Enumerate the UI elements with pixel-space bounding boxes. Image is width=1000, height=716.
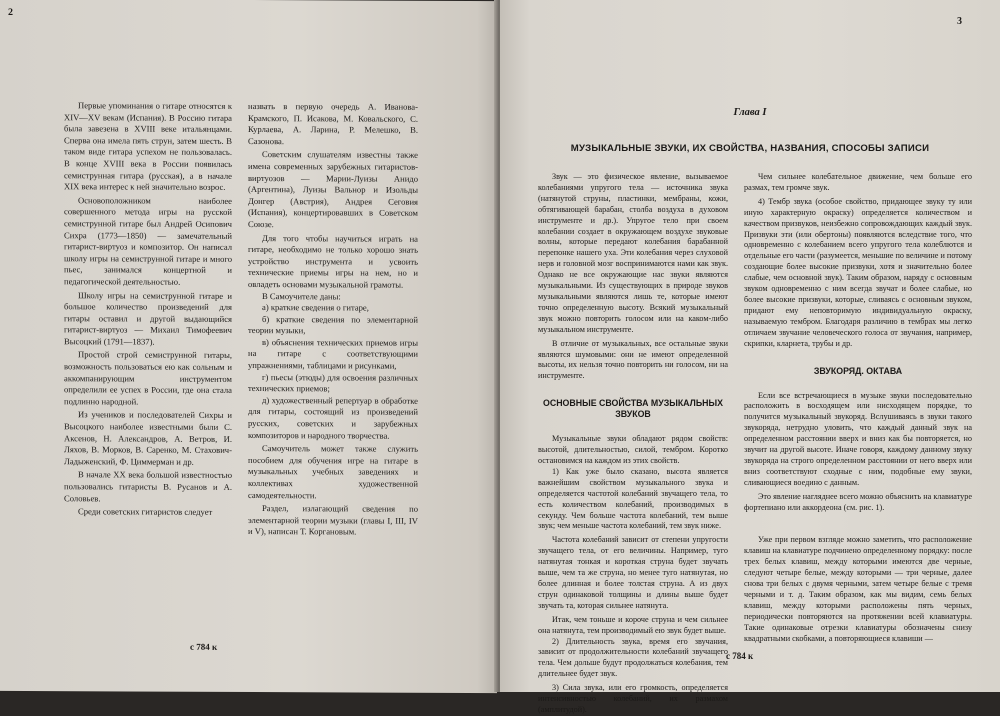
paragraph: Простой строй семиструнной гитары, возможность пользоваться ею как сольным и аккомпанирующим инструментом определили ее успех в России, где она стала подлинно народной. — [64, 349, 232, 407]
paragraph: Чем сильнее колебательное движение, чем больше его размах, тем громче звук. — [744, 172, 972, 192]
paragraph: Для того чтобы научиться играть на гитаре, необходимо не только хорошо знать устройство инструмента и усвоить технические приемы игры на нем, но и овладеть основами музыкальной грамоты. — [248, 232, 418, 290]
paragraph: Из учеников и последователей Сихры и Высоцкого наиболее известными были С. Аксенов, Н. Александров, А. Ветров, И. Ляхов, В. Морков, В. Саренко, М. Стахович-Ладыженский, Ф. Циммерман и др. — [64, 409, 232, 467]
paragraph: Среди советских гитаристов следует — [78, 506, 213, 518]
paragraph: 3) Сила звука, или его громкость, определяется интенсивностью колебаний, их размахом (амплитудой). — [538, 683, 728, 714]
paragraph: 4) Тембр звука (особое свойство, придающее звуку ту или иную характерную окраску) определяется количеством и качеством призвуков, неизбежно сопровождающих каждый звук. Призвуки эти (или обертоны) появляются вследствие того, что одновременно с колебанием всего упругого тела колеблются и отдельные его части (разумеется, меньшие по величине и потому создающие более высокие призвуки, хотя и значительно более слабые, чем основной звук). Таким образом, наряду с основным звуком одновременно с ним всегда звучат и более слабые, но более высокие призвуки, которые, сливаясь с основным звуком, придают ему неповторимую индивидуальную окраску, называемую тембром. Благодаря различию в тембрах мы легко отличаем звучание человеческого голоса от звучания, например, скрипки, кларнета, трубы и др. — [744, 196, 972, 348]
paragraph: Это явление нагляднее всего можно объяснить на клавиатуре фортепиано или аккордеона (см. рис. 1). — [744, 491, 972, 512]
list-item: г) пьесы (этюды) для освоения различных технических приемов; — [248, 371, 418, 394]
paragraph: Школу игры на семиструнной гитаре и большое количество произведений для гитары оставил и другой выдающийся гитарист-виртуоз — Михаил Тимофеевич Высоцкий (1791—1837). — [64, 289, 232, 347]
right-page-number: 3 — [957, 16, 962, 27]
paragraph: Советским слушателям известны также имена современных зарубежных гитаристов-виртуозов — Марии-Луизы Анидо (Аргентина), Луизы Вальнор и Изольды Донгер (Австрия), Андрея Сеговия (Испания), концертировавших в Советском Союзе. — [248, 149, 418, 230]
chapter-title: МУЗЫКАЛЬНЫЕ ЗВУКИ, ИХ СВОЙСТВА, НАЗВАНИЯ, СПОСОБЫ ЗАПИСИ — [570, 143, 930, 154]
left-page-column-1 — [64, 100, 232, 519]
paragraph: 1) Как уже было сказано, высота является важнейшим свойством музыкального звука и определяется частотой колебаний звучащего тела, то есть количеством колебаний, производимых в секунду. Чем больше частота колебаний, тем выше звук; чем меньше частота колебаний, тем звук ниже. — [538, 466, 728, 531]
paragraph: Частота колебаний зависит от степени упругости звучащего тела, от его величины. Например, туго натянутая тонкая и короткая струна будет звучать выше, чем та же струна, но менее туго натянутая, но более длинная и более толстая струна. А из двух струн одинаковой толщины и длины выше будет звучать та, которая сильнее натянута. — [538, 535, 728, 610]
right-page-column-1 — [538, 172, 728, 716]
chapter-label: Глава I — [733, 107, 767, 118]
right-page — [500, 0, 1000, 714]
paragraph: назвать в первую очередь А. Иванова-Крамского, П. Исакова, М. Ковальского, С. Курлаева, А. Ларина, Р. Мелешко, В. Сазонова. — [248, 100, 418, 146]
paragraph: 2) Длительность звука, время его звучания, зависит от продолжительности колебаний звучащего тела. Чем дольше будут продолжаться колебания, тем длительнее будет звук. — [538, 636, 728, 679]
right-page-footer: с 784 к — [726, 651, 754, 661]
paragraph: Музыкальные звуки обладают рядом свойств: высотой, длительностью, силой, тембром. Коротко остановимся на каждом из этих свойств. — [538, 434, 728, 466]
paragraph: Если все встречающиеся в музыке звуки последовательно расположить в восходящем или нисходящем порядке, то получится музыкальный звукоряд. Вслушиваясь в звуки такого звукоряда, нетрудно уловить, что каждый данный звук на определенном расстоянии вверх и вниз как бы повторяется, но звучит на другой высоте. Иначе говоря, каждому данному звуку звукоряда на строго определенном расстоянии от него вверх или вниз соответствуют сходные с ним, подобные ему звуки, сливающиеся воедино с данным. — [744, 390, 972, 487]
list-item: в) объяснения технических приемов игры на гитаре с соответствующими упражнениями, таблицами и рисунками, — [248, 336, 418, 371]
list-intro: В Самоучителе даны: — [262, 290, 341, 301]
list-item: д) художественный репертуар в обработке для гитары, состоящий из произведений русских, советских и зарубежных композиторов и народного творчества. — [248, 394, 418, 441]
section-heading: ЗВУКОРЯД. ОКТАВА — [813, 365, 903, 376]
list-item: а) краткие сведения о гитаре, — [262, 302, 369, 313]
paragraph: Звук — это физическое явление, вызываемое колебаниями упругого тела — источника звука (натянутой струны, пластинки, мембраны, кожи, обтягивающей барабан, столба воздуха в духовом инструменте и др.). Упругое тело при своем колебании создает в окружающем воздухе звуковые волны, которые передают колебания барабанной перепонке нашего уха. Эти колебания через слуховой нерв и головной мозг воспринимаются нами как звук. Однако не все окружающие нас звуки являются музыкальными. Из существующих в природе звуков музыкальными являются лишь те, которые имеют точно определенную высоту. Всякий музыкальный звук можно повторить голосом или на каком-либо музыкальном инструменте. — [538, 172, 728, 334]
paragraph: В начале XX века большой известностью пользовались гитаристы В. Русанов и А. Соловьев. — [64, 469, 232, 503]
paragraph: Первые упоминания о гитаре относятся к XIV—XV векам (Испания). В Россию гитара была завезена в XVIII веке итальянцами. Сперва она имела пять струн, затем шесть. В таком виде гитара успехом не пользовалась. В конце XVIII века в России появилась семиструнная гитара (русская), а в начале XIX века интерес к ней значительно возрос. — [64, 100, 232, 193]
left-page-footer: с 784 к — [190, 641, 218, 652]
left-page-column-2 — [248, 101, 418, 539]
list-item: б) краткие сведения по элементарной теории музыки, — [248, 313, 418, 336]
paragraph: Самоучитель может также служить пособием для обучения игре на гитаре в музыкальных учебных заведениях и коллективах художественной самодеятельности. — [248, 443, 418, 500]
paragraph: Уже при первом взгляде можно заметить, что расположение клавиш на клавиатуре подчинено определенному порядку: после трех белых клавиш, между которыми имеются две черные, следуют четыре белые, между которыми — три черные, далее снова три белых с двумя черными, затем четыре белые с тремя черными и т. д. Таким образом, как мы видим, семь белых клавиш, между которыми расположены пять черных, периодически повторяются на протяжении всей клавиатуры. Такие одинаковые отрезки клавиатуры обозначены снизу квадратными скобками, а повторяющиеся клавиши — — [744, 535, 972, 643]
paragraph: Итак, чем тоньше и короче струна и чем сильнее она натянута, тем производимый ею звук будет выше. — [538, 614, 728, 635]
paragraph: В отличие от музыкальных, все остальные звуки являются шумовыми: они не имеют определенной высоты, их нельзя точно повторить ни голосом, ни на инструменте. — [538, 338, 728, 381]
paragraph: Основоположником наиболее совершенного метода игры на русской семиструнной гитаре был Андрей Осипович Сихра (1773—1850) — замечательный гитарист-виртуоз и композитор. Он написал школу игры на семиструнной гитаре и много пьес, занимался концертной и педагогической деятельностью. — [64, 195, 232, 287]
right-page-column-2 — [744, 172, 972, 645]
section-heading: ОСНОВНЫЕ СВОЙСТВА МУЗЫКАЛЬНЫХ ЗВУКОВ — [543, 398, 723, 420]
paragraph: Раздел, излагающий сведения по элементарной теории музыки (главы I, III, IV и V), написан Т. Коргановым. — [248, 503, 418, 537]
left-page-number: 2 — [8, 6, 13, 18]
left-page — [0, 0, 497, 693]
